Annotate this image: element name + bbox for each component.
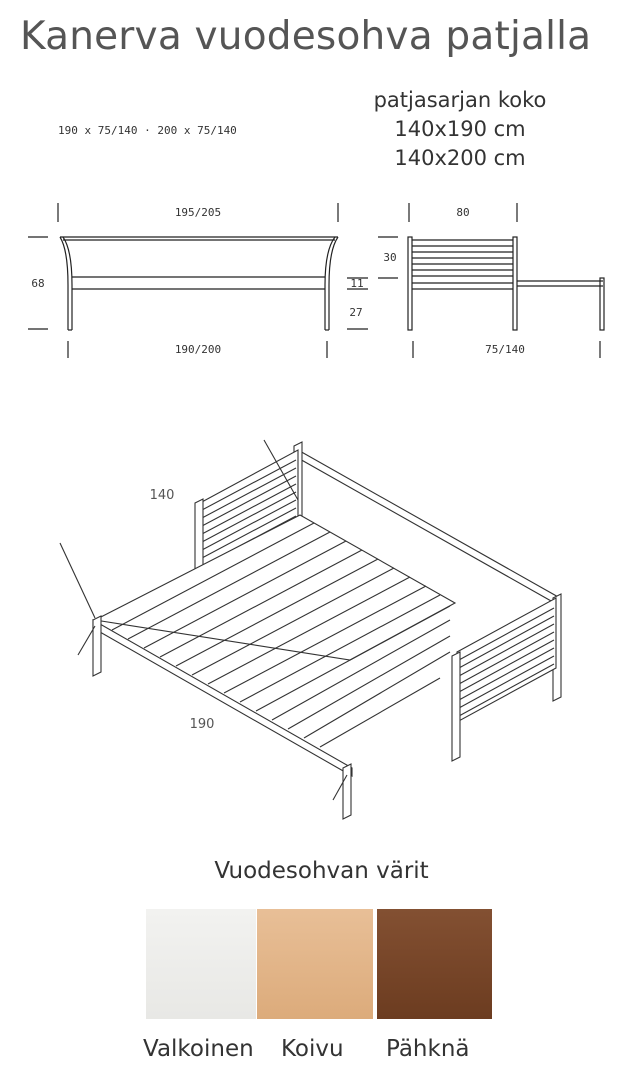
mattress-size-1: 140x190 cm [394, 117, 526, 141]
mattress-size-2: 140x200 cm [394, 146, 526, 170]
isometric-bed-drawing [60, 440, 561, 819]
front-width-bottom: 190/200 [174, 343, 222, 356]
mattress-label: patjasarjan koko [373, 88, 547, 112]
swatch-label-pahkna: Pähknä [386, 1036, 470, 1062]
swatch-label-valkoinen: Valkoinen [143, 1036, 254, 1062]
page-title: Kanerva vuodesohva patjalla [20, 14, 592, 59]
iso-width-label: 140 [149, 488, 175, 503]
swatch-pahkna [377, 909, 492, 1019]
swatch-valkoinen [146, 909, 256, 1019]
front-width-top: 195/205 [174, 206, 222, 219]
side-view-drawing [378, 203, 604, 358]
side-back-height: 30 [383, 251, 397, 264]
side-depth-top: 80 [456, 206, 470, 219]
front-view-drawing [28, 203, 368, 358]
front-height: 68 [31, 277, 45, 290]
sizes-note: 190 x 75/140 · 200 x 75/140 [58, 124, 237, 137]
iso-length-label: 190 [189, 717, 215, 732]
swatch-label-koivu: Koivu [281, 1036, 344, 1062]
side-depth-bottom: 75/140 [485, 343, 525, 356]
front-rail-height: 11 [350, 277, 364, 290]
colors-title: Vuodesohvan värit [214, 858, 429, 884]
front-leg-height: 27 [349, 306, 363, 319]
swatch-koivu [257, 909, 373, 1019]
